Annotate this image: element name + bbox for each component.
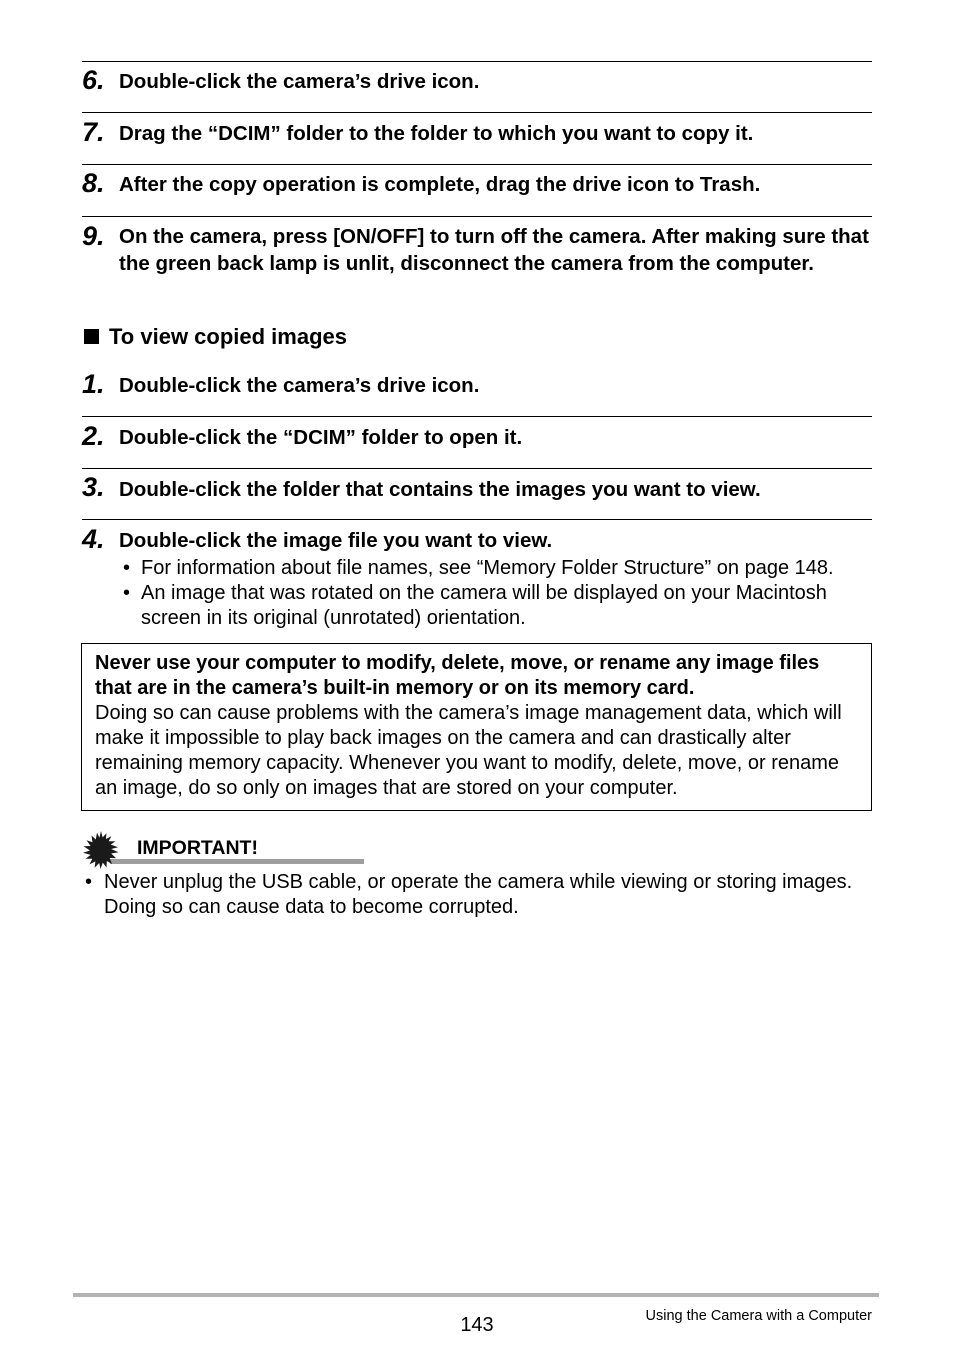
step-3 bbox=[82, 468, 872, 519]
section-heading bbox=[84, 323, 347, 351]
step-number: 6. bbox=[82, 65, 105, 95]
list-item: • For information about file names, see “Memory Folder Structure” on page 148. bbox=[120, 556, 880, 581]
caution-box bbox=[81, 643, 872, 811]
step-text: On the camera, press [ON/OFF] to turn off the camera. After making sure that the green back lamp is unlit, disconnect the camera from the computer. bbox=[119, 225, 869, 275]
step-7 bbox=[82, 112, 872, 164]
list-item: • Never unplug the USB cable, or operate the camera while viewing or storing images. Doing so can cause data to become corrupted. bbox=[82, 870, 862, 920]
page-number: 143 bbox=[460, 1314, 494, 1336]
step-2 bbox=[82, 416, 872, 468]
step-number: 3. bbox=[82, 472, 105, 502]
important-notes bbox=[82, 870, 862, 920]
step-9 bbox=[82, 216, 872, 312]
step-number: 1. bbox=[82, 369, 105, 399]
caution-body: Doing so can cause problems with the camera’s image management data, which will make it impossible to play back images on the camera and can drastically alter remaining memory capacity. Whenever you want to modify, delete, move, or rename an image, do so only on images that are stored on your computer. bbox=[95, 702, 842, 799]
step-text: After the copy operation is complete, drag the drive icon to Trash. bbox=[119, 173, 761, 196]
step-4 bbox=[82, 519, 872, 555]
step-number: 4. bbox=[82, 524, 105, 554]
section-heading-text: To view copied images bbox=[109, 324, 347, 349]
step-4-notes bbox=[120, 556, 880, 631]
step-text: Drag the “DCIM” folder to the folder to which you want to copy it. bbox=[119, 122, 754, 145]
caution-heading: Never use your computer to modify, delete, move, or rename any image files that are in the camera’s built-in memory or on its memory card. bbox=[95, 652, 820, 699]
step-text: Double-click the folder that contains the images you want to view. bbox=[119, 478, 761, 501]
footer-section-title: Using the Camera with a Computer bbox=[645, 1308, 872, 1324]
step-text: Double-click the “DCIM” folder to open it. bbox=[119, 426, 523, 449]
step-number: 7. bbox=[82, 117, 105, 147]
footer-divider bbox=[73, 1293, 879, 1297]
step-8 bbox=[82, 164, 872, 216]
important-header bbox=[80, 830, 290, 870]
step-number: 8. bbox=[82, 168, 105, 198]
step-text: Double-click the camera’s drive icon. bbox=[119, 374, 480, 397]
square-bullet-icon bbox=[84, 329, 99, 344]
step-6 bbox=[82, 61, 872, 112]
step-number: 2. bbox=[82, 421, 105, 451]
step-number: 9. bbox=[82, 221, 105, 251]
list-item: • An image that was rotated on the camera will be displayed on your Macintosh screen in its original (unrotated) orientation. bbox=[120, 581, 880, 631]
step-text: Double-click the image file you want to view. bbox=[119, 529, 553, 552]
important-label: IMPORTANT! bbox=[137, 837, 258, 859]
step-text: Double-click the camera’s drive icon. bbox=[119, 70, 480, 93]
starburst-icon bbox=[80, 830, 124, 870]
step-1 bbox=[82, 365, 872, 416]
